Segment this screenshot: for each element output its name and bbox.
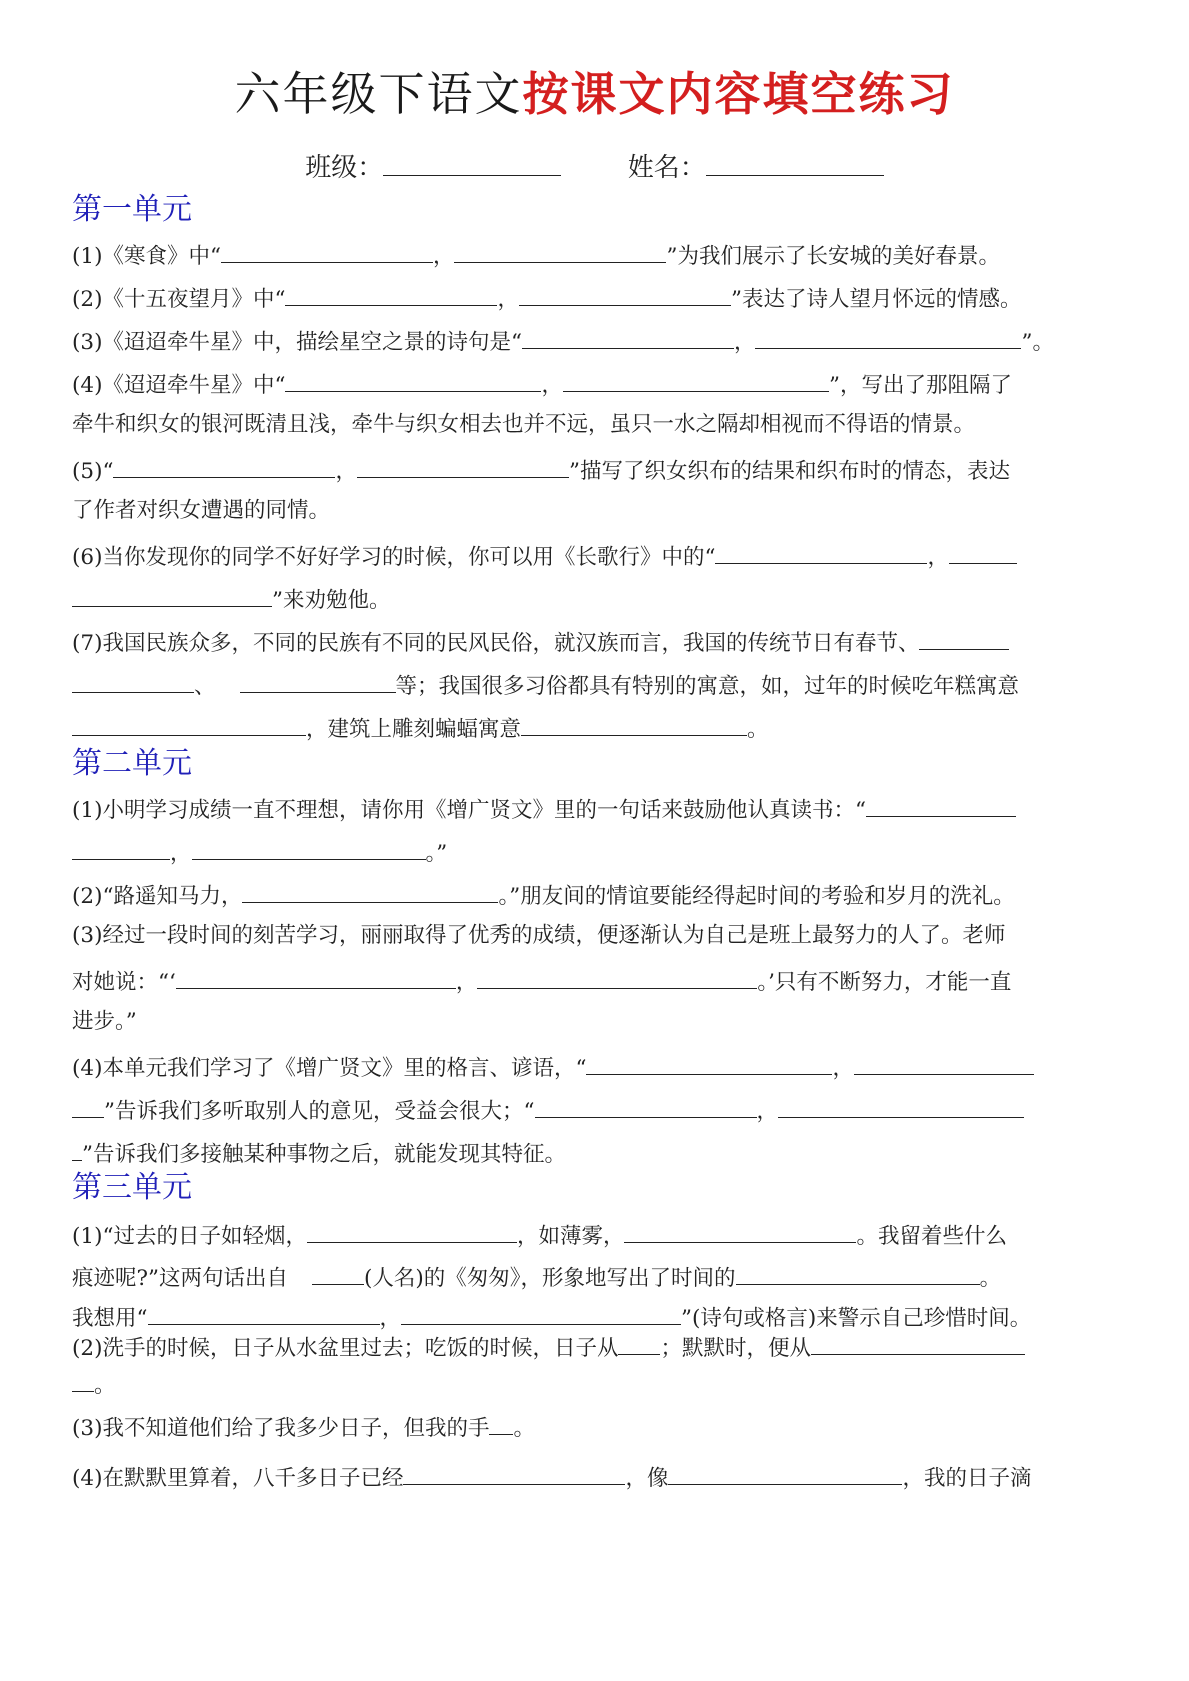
question-1-4-cont (72, 410, 1130, 440)
question-1-6-cont (72, 582, 1130, 616)
answer-blank[interactable] (854, 1050, 1034, 1075)
answer-blank[interactable] (563, 367, 829, 392)
question-text: (2)“路遥知马力， (72, 884, 243, 909)
question-text: 进步。” (72, 1009, 137, 1034)
question-3-1-cont (72, 1260, 1130, 1294)
answer-blank[interactable] (403, 1460, 625, 1485)
question-3-1-cont2 (72, 1300, 1130, 1334)
question-text: (7)我国民族众多，不同的民族有不同的民风民俗，就汉族而言，我国的传统节日有春节、 (72, 631, 920, 656)
answer-blank[interactable] (586, 1050, 832, 1075)
name-field[interactable] (706, 151, 884, 176)
answer-blank[interactable] (72, 1136, 82, 1161)
answer-blank[interactable] (72, 1367, 94, 1392)
question-text: ， (335, 459, 357, 484)
answer-blank[interactable] (519, 281, 731, 306)
title-topic: 按课文内容填空练习 (522, 67, 955, 121)
question-text: (4)本单元我们学习了《增广贤文》里的格言、谚语，“ (72, 1056, 587, 1081)
answer-blank[interactable] (72, 668, 194, 693)
question-text: ， (733, 330, 756, 355)
question-1-7-cont2 (72, 711, 1130, 745)
question-text: ”告诉我们多听取别人的意见，受益会很大；“ (104, 1099, 535, 1124)
question-text: (3)《迢迢牵牛星》中，描绘星空之景的诗句是“ (72, 330, 522, 355)
question-text: 。”朋友间的情谊要能经得起时间的考验和岁月的洗礼。 (498, 884, 1015, 909)
question-text: (1)“过去的日子如轻烟， (72, 1224, 307, 1249)
answer-blank[interactable] (489, 1410, 513, 1435)
answer-blank[interactable] (176, 964, 456, 989)
question-text: ， (379, 1306, 402, 1331)
question-text: 了作者对织女遭遇的同情。 (72, 498, 331, 523)
question-text: ， (497, 287, 519, 312)
question-2-3-cont2 (72, 1007, 1130, 1037)
question-text: ”告诉我们多接触某种事物之后，就能发现其特征。 (82, 1142, 566, 1167)
question-3-1 (72, 1218, 1130, 1252)
question-1-7 (72, 625, 1130, 659)
question-text: (5)“ (72, 459, 114, 484)
question-text: (1)小明学习成绩一直不理想，请你用《增广贤文》里的一句话来鼓励他认真读书：“ (72, 798, 866, 823)
answer-blank[interactable] (521, 711, 747, 736)
answer-blank[interactable] (949, 539, 1017, 564)
student-info (0, 150, 1189, 186)
question-text: (2)洗手的时候，日子从水盆里过去；吃饭的时候，日子从 (72, 1336, 619, 1361)
answer-blank[interactable] (715, 539, 927, 564)
question-text: (人名)的《匆匆》，形象地写出了时间的 (364, 1266, 736, 1291)
question-2-1 (72, 792, 1130, 826)
answer-blank[interactable] (192, 835, 426, 860)
question-text: ， (756, 1099, 779, 1124)
question-text: 。我留着些什么 (856, 1224, 1007, 1249)
question-text: 。 (979, 1266, 1002, 1291)
answer-blank[interactable] (477, 964, 757, 989)
answer-blank[interactable] (618, 1330, 660, 1355)
answer-blank[interactable] (535, 1093, 757, 1118)
question-text: 痕迹呢?”这两句话出自 (72, 1266, 289, 1291)
question-2-4 (72, 1050, 1130, 1084)
question-2-4-cont (72, 1093, 1130, 1127)
question-text: ， (170, 841, 192, 866)
question-text: (3)经过一段时间的刻苦学习，丽丽取得了优秀的成绩，便逐渐认为自己是班上最努力的人了。老师 (72, 923, 1006, 948)
question-text: 。 (747, 717, 769, 742)
question-text: (4)在默默里算着，八千多日子已经 (72, 1466, 404, 1491)
section-heading-unit-2: 第二单元 (72, 746, 192, 781)
question-1-4 (72, 367, 1130, 401)
question-2-2 (72, 878, 1130, 912)
question-text: 我想用“ (72, 1306, 148, 1331)
question-text: ”，写出了那阻隔了 (828, 373, 1012, 398)
title-grade: 六年级下语文 (234, 67, 523, 121)
answer-blank[interactable] (72, 711, 306, 736)
answer-blank[interactable] (811, 1330, 1025, 1355)
answer-blank[interactable] (312, 1260, 364, 1285)
answer-blank[interactable] (401, 1300, 681, 1325)
question-1-5-cont (72, 496, 1130, 526)
question-text: ”(诗句或格言)来警示自己珍惜时间。 (681, 1306, 1032, 1331)
question-text: 。’只有不断努力，才能一直 (757, 970, 1012, 995)
question-text: ， (832, 1056, 854, 1081)
question-text: ，如薄雾， (516, 1224, 625, 1249)
question-text: 、 (194, 674, 216, 699)
question-2-3 (72, 921, 1130, 951)
answer-blank[interactable] (285, 367, 541, 392)
question-text: ，建筑上雕刻蝙蝠寓意 (306, 717, 522, 742)
question-3-2-cont (72, 1367, 1130, 1401)
answer-blank[interactable] (148, 1300, 380, 1325)
question-2-3-cont (72, 964, 1130, 998)
answer-blank[interactable] (736, 1260, 980, 1285)
answer-blank[interactable] (624, 1218, 856, 1243)
question-text: 等；我国很多习俗都具有特别的寓意，如，过年的时候吃年糕寓意 (395, 674, 1020, 699)
answer-blank[interactable] (242, 878, 498, 903)
answer-blank[interactable] (307, 1218, 517, 1243)
section-heading-unit-3: 第三单元 (72, 1170, 192, 1205)
question-text: ”。 (1021, 330, 1054, 355)
question-text: (3)我不知道他们给了我多少日子，但我的手 (72, 1416, 490, 1441)
question-text: ， (541, 373, 563, 398)
question-2-1-cont (72, 835, 1130, 869)
answer-blank[interactable] (72, 835, 170, 860)
question-text: 。 (94, 1373, 116, 1398)
question-3-2 (72, 1330, 1130, 1364)
section-heading-unit-1: 第一单元 (72, 192, 192, 227)
question-text: 牵牛和织女的银河既清且浅，牵牛与织女相去也并不远，虽只一水之隔却相视而不得语的情景。 (72, 412, 976, 437)
question-text: ”为我们展示了长安城的美好春景。 (666, 244, 1000, 269)
question-3-3 (72, 1410, 1130, 1444)
question-text: (6)当你发现你的同学不好好学习的时候，你可以用《长歌行》中的“ (72, 545, 716, 570)
question-text: 。” (425, 841, 448, 866)
question-text: 对她说：“‘ (72, 970, 176, 995)
question-text: ，我的日子滴 (902, 1466, 1032, 1491)
answer-blank[interactable] (221, 238, 433, 263)
question-1-1 (72, 238, 1130, 272)
class-label: 班级： (305, 153, 384, 183)
answer-blank[interactable] (285, 281, 497, 306)
answer-blank[interactable] (919, 625, 1009, 650)
question-2-4-cont2 (72, 1136, 1130, 1170)
question-1-5 (72, 453, 1130, 487)
answer-blank[interactable] (755, 324, 1021, 349)
question-text: ”描写了织女织布的结果和织布时的情态，表达 (568, 459, 1010, 484)
question-text: ”来劝勉他。 (272, 588, 391, 613)
answer-blank[interactable] (72, 582, 272, 607)
question-1-6 (72, 539, 1130, 573)
question-text: 。 (513, 1416, 535, 1441)
question-text: (1)《寒食》中“ (72, 244, 221, 269)
answer-blank[interactable] (866, 792, 1016, 817)
class-field[interactable] (383, 151, 561, 176)
answer-blank[interactable] (357, 453, 569, 478)
question-3-4 (72, 1460, 1130, 1494)
answer-blank[interactable] (454, 238, 666, 263)
question-1-2 (72, 281, 1130, 315)
question-text: ， (432, 244, 455, 269)
answer-blank[interactable] (113, 453, 335, 478)
question-text: (2)《十五夜望月》中“ (72, 287, 286, 312)
answer-blank[interactable] (72, 1093, 104, 1118)
answer-blank[interactable] (240, 668, 396, 693)
answer-blank[interactable] (522, 324, 734, 349)
question-text: ”表达了诗人望月怀远的情感。 (730, 287, 1022, 312)
question-text: ， (927, 545, 949, 570)
question-1-7-cont (72, 668, 1130, 702)
question-text: (4)《迢迢牵牛星》中“ (72, 373, 286, 398)
question-1-3 (72, 324, 1130, 358)
question-text: ， (455, 970, 478, 995)
answer-blank[interactable] (668, 1460, 902, 1485)
page-title (0, 64, 1189, 124)
answer-blank[interactable] (778, 1093, 1024, 1118)
question-text: ，像 (625, 1466, 669, 1491)
name-label: 姓名： (627, 153, 706, 183)
question-text: ；默默时，便从 (660, 1336, 811, 1361)
